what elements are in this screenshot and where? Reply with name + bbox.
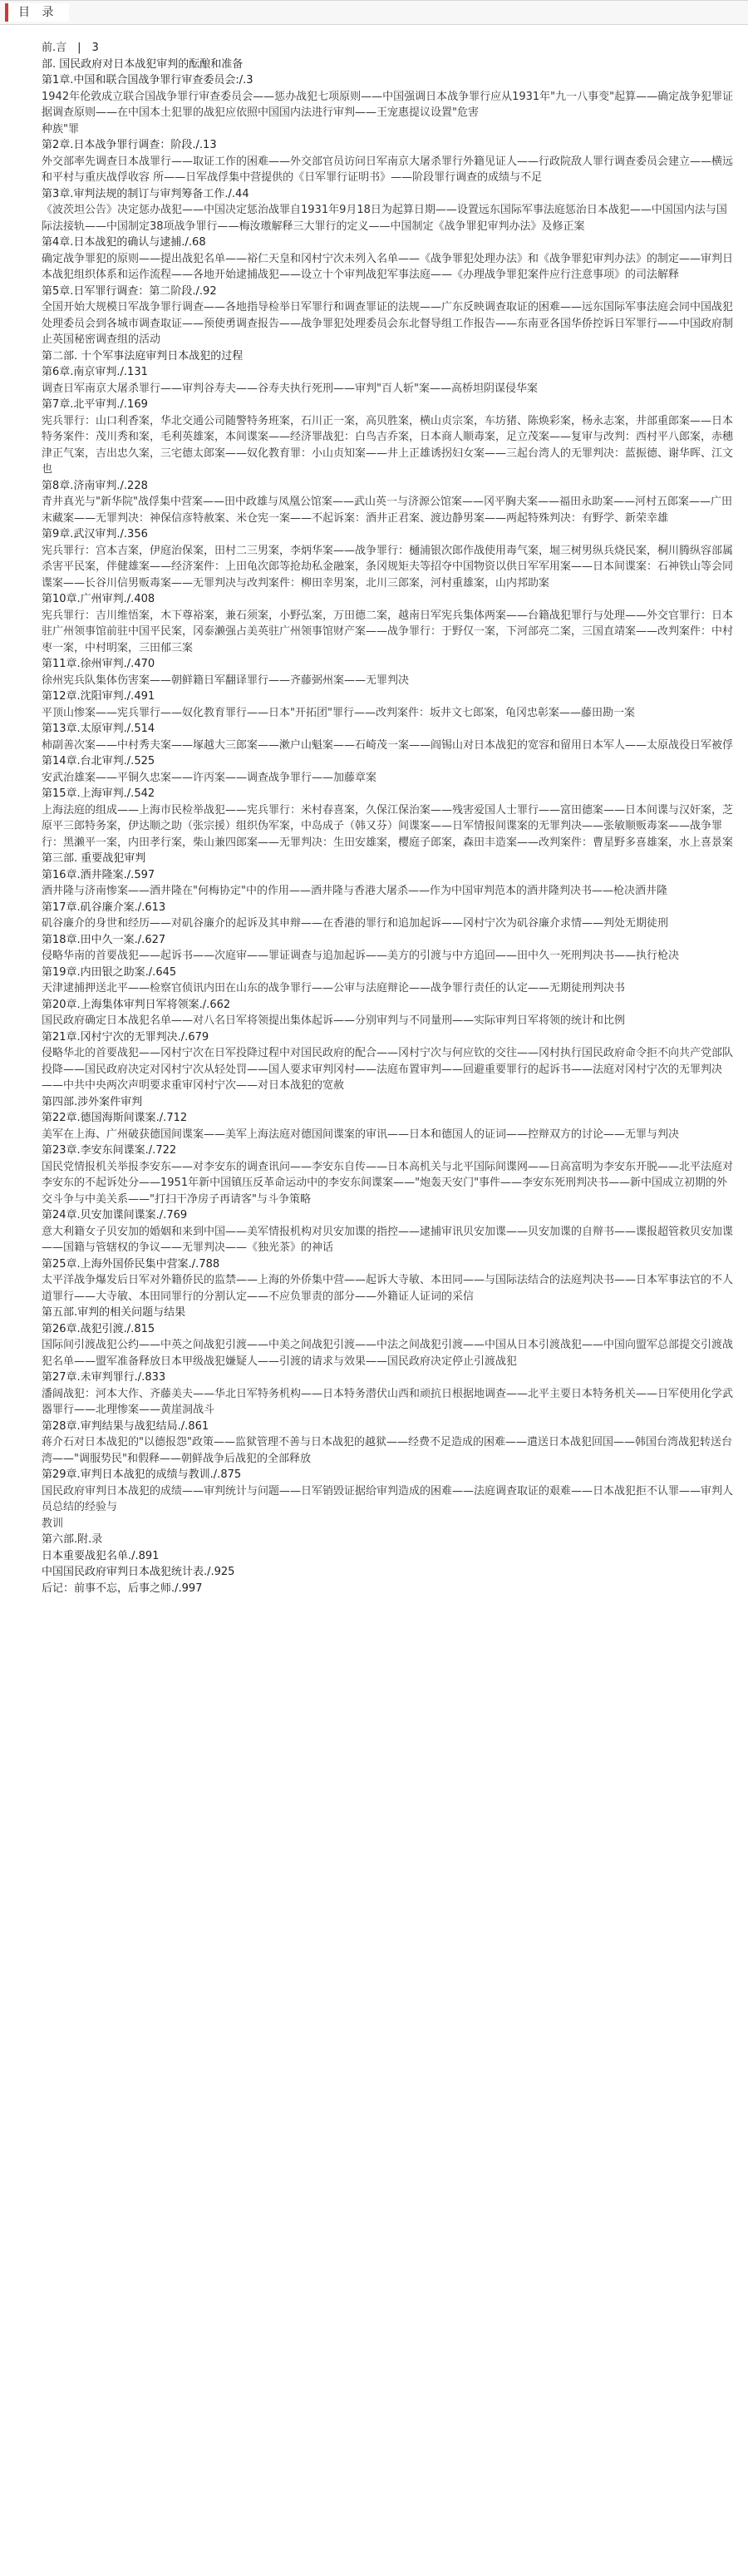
toc-chapter-entry[interactable]: 第26章.战犯引渡./.815 (42, 1322, 155, 1335)
toc-chapter-entry[interactable]: 第23章.李安东间谍案./.722 (42, 1144, 177, 1157)
toc-chapter-entry[interactable]: 第8章.济南审判./.228 (42, 479, 148, 492)
toc-detail-line: 国民政府确定日本战犯名单——对八名日军将领提出集体起诉——分别审判与不同量刑——实际审判日军将领的统计和比例 (42, 1014, 626, 1027)
toc-chapter-entry[interactable]: 第4章.日本战犯的确认与逮捕./.68 (42, 236, 206, 249)
toc-part-heading[interactable]: 第五部.审判的相关问题与结果 (42, 1306, 186, 1319)
toc-detail-line: 太平洋战争爆发后日军对外籍侨民的监禁——上海的外侨集中营——起诉大寺敏、本田同——与国际法结合的法庭判决书——日本军事法官的不人道罪行——大寺敏、本田同罪行的分割认定——不应负罪责的部分——外籍证人证词的采信 (42, 1274, 734, 1303)
toc-chapter-entry[interactable]: 第1章.中国和联合国战争罪行审查委员会:/.3 (42, 74, 253, 86)
toc-header-title: 目 录 (5, 3, 69, 22)
toc-detail-line: 徐州宪兵队集体伤害案——朝鲜籍日军翻译罪行——齐藤弼州案——无罪判决 (42, 674, 410, 687)
toc-header-bar (0, 0, 748, 25)
toc-detail-line: 国际间引渡战犯公约——中英之间战犯引渡——中美之间战犯引渡——中法之间战犯引渡——中国从日本引渡战犯——中国向盟军总部提交引渡战犯名单——盟军准备释放日本甲级战犯嫌疑人——引渡的请求与效果——国民政府决定停止引渡战犯 (42, 1339, 734, 1368)
toc-detail-line: 国民政府审判日本战犯的成绩——审判统计与问题——日军销毁证据给审判造成的困难——法庭调查取证的艰难——日本战犯拒不认罪——审判人员总结的经验与 (42, 1484, 734, 1513)
toc-chapter-entry[interactable]: 第12章.沈阳审判./.491 (42, 690, 155, 703)
toc-detail-line: 柿副善次案——中村秀夫案——塚越大三郎案——漱户山魁案——石崎茂一案——阎锡山对日本战犯的宽容和留用日本军人——太原战役日军被俘 (42, 738, 734, 752)
toc-detail-line: 侵略华南的首要战犯——起诉书——次庭审——罪证调查与追加起诉——美方的引渡与中方追回——田中久一死刑判决书——执行枪决 (42, 950, 680, 962)
toc-chapter-entry[interactable]: 第6章.南京审判./.131 (42, 366, 148, 378)
toc-detail-line: 安武治雄案——平铜久忠案——许丙案——调查战争罪行——加藤章案 (42, 771, 377, 784)
toc-chapter-entry[interactable]: 第2章.日本战争罪行调查：阶段./.13 (42, 139, 217, 151)
toc-detail-line: 1942年伦敦成立联合国战争罪行审查委员会——惩办战犯七项原则——中国强调日本战争罪行应从1931年"九一八事变"起算——确定战争犯罪证据调查原则——在中国本土犯罪的战犯应依照中国国内法进行审判——王宠惠提议设置"危害 (42, 90, 734, 119)
toc-part-heading[interactable]: 第二部. 十个军事法庭审判日本战犯的过程 (42, 349, 244, 363)
toc-chapter-entry[interactable]: 前.言 | 3 (42, 42, 99, 54)
toc-chapter-entry[interactable]: 第13章.太原审判./.514 (42, 723, 155, 735)
toc-detail-line: 教训 (42, 1517, 64, 1530)
toc-part-heading[interactable]: 部. 国民政府对日本战犯审判的酝酿和准备 (42, 57, 244, 71)
toc-chapter-entry[interactable]: 第11章.徐州审判./.470 (42, 658, 155, 670)
toc-detail-line: 种族"罪 (42, 122, 79, 136)
toc-detail-line: 《波茨坦公告》决定惩办战犯——中国决定惩治战罪自1931年9月18日为起算日期——设置远东国际军事法庭惩治日本战犯——中国国内法与国际法接轨——中国制定38项战争罪行——梅汝璈解释三大罪行的定义——中国制定《战争罪犯审判办法》及修正案 (42, 204, 727, 233)
toc-detail-line: 蒋介石对日本战犯的"以德报怨"政策——监狱管理不善与日本战犯的越狱——经费不足造成的困难——遣送日本战犯回国——韩国台湾战犯转送台湾——"调服势民"和假释——朝鲜战争后战犯的全部释放 (42, 1436, 732, 1465)
toc-chapter-entry[interactable]: 第19章.内田银之助案./.645 (42, 965, 177, 979)
toc-chapter-entry[interactable]: 第29章.审判日本战犯的成绩与教训./.875 (42, 1468, 242, 1481)
toc-detail-line: 上海法庭的组成——上海市民检举战犯——宪兵罪行：米村春喜案，久保江保治案——残害爱国人士罪行——富田德案——日本间谍与汉奸案，芝原平三郎特务案，伊达顺之助（张宗援）组织伪军案，中岛成子（韩又芬）间谍案——日军情报间谍案的无罪判决——张敏顺贩毒案——战争罪行：黑濑平一案，内田孝行案，柴山兼四郎案——无罪判决：生田安雄案，樱庭子郎案，森田丰造案——改判案件：曹星野多喜雄案，水上喜景案 (42, 803, 734, 849)
toc-detail-line: 青井真光与"新华院"战俘集中营案——田中政雄与凤凰公馆案——武山英一与济源公馆案——冈平胸夫案——福田永助案——河村五郎案——广田末藏案——无罪判决：神保信彦特赦案、米仓宪一案——不起诉案：酒井正君案、渡边静男案——两起特殊判决：有野学、新荣幸雄 (42, 496, 732, 525)
toc-chapter-entry[interactable]: 第28章.审判结果与战犯结局./.861 (42, 1419, 209, 1433)
toc-detail-line: 天津逮捕押送北平——检察官侦讯内田在山东的战争罪行——公审与法庭辩论——战争罪行责任的认定——无期徒刑判决书 (42, 982, 626, 994)
toc-part-heading[interactable]: 第六部.附.录 (42, 1533, 103, 1546)
toc-chapter-entry[interactable]: 第18章.田中久一案./.627 (42, 933, 166, 946)
toc-chapter-entry[interactable]: 日本重要战犯名单./.891 (42, 1549, 160, 1562)
toc-detail-line: 侵略华北的首要战犯——冈村宁次在日军投降过程中对国民政府的配合——冈村宁次与何应钦的交往——冈村执行国民政府命令拒不向共产党部队投降——国民政府决定对冈村宁次从轻处罚——国人要求审判冈村——法庭布置审判——回避重要罪行的起诉书——法庭对冈村宁次的无罪判决——中共中央两次声明要求重审冈村宁次——对日本战犯的宽赦 (42, 1047, 734, 1092)
toc-detail-line: 宪兵罪行：吉川维悟案，木下尊裕案，兼石须案，小野弘案，万田德二案，越南日军宪兵集体两案——台籍战犯罪行与处理——外交官罪行：日本驻广州领事馆前驻中国平民案，冈泰濑强占美英驻广州领事馆财产案——战争罪行：于野仅一案，下河部亮二案，三国直靖案——改判案件：中村枣一案，中村明案，三田郁三案 (42, 609, 734, 654)
toc-chapter-entry[interactable]: 第9章.武汉审判./.356 (42, 528, 148, 540)
toc-detail-line: 国民党情报机关举报李安东——对李安东的调查讯问——李安东自传——日本高机关与北平国际间谍网——日高富明为李安东开脱——北平法庭对李安东的不起诉处分——1951年新中国镇压反革命运动中的李安东间谍案——"炮轰天安门"事件——李安东死刑判决书——新中国成立初期的外交斗争与中美关系——"打扫干净房子再请客"与斗争策略 (42, 1160, 734, 1206)
toc-part-heading[interactable]: 第四部.涉外案件审判 (42, 1095, 143, 1108)
toc-chapter-entry[interactable]: 第27章.未审判罪行./.833 (42, 1371, 166, 1384)
toc-chapter-entry[interactable]: 第5章.日军罪行调查：第二阶段./.92 (42, 284, 217, 298)
toc-chapter-entry[interactable]: 第3章.审判法规的制订与审判筹备工作./.44 (42, 187, 249, 200)
toc-chapter-entry[interactable]: 中国国民政府审判日本战犯统计表./.925 (42, 1566, 235, 1578)
toc-detail-line: 平顶山惨案——宪兵罪行——奴化教育罪行——日本"开拓团"罪行——改判案件：坂井文七郎案，龟冈忠彰案——藤田勘一案 (42, 706, 635, 719)
toc-chapter-entry[interactable]: 第10章.广州审判./.408 (42, 593, 155, 605)
toc-detail-line: 意大利籍女子贝安加的婚姻和来到中国——美军情报机构对贝安加谍的指控——逮捕审讯贝安加谍——贝安加谍的自辩书——谍报超管救贝安加谍——国籍与管辖权的争议——无罪判决——《独光茶》的神话 (42, 1225, 734, 1254)
toc-chapter-entry[interactable]: 第20章.上海集体审判日军将领案./.662 (42, 998, 231, 1011)
toc-chapter-entry[interactable]: 第7章.北平审判./.169 (42, 398, 148, 411)
toc-chapter-entry[interactable]: 第14章.台北审判./.525 (42, 755, 155, 767)
toc-part-heading[interactable]: 第三部. 重要战犯审判 (42, 852, 146, 865)
toc-chapter-entry[interactable]: 第17章.矶谷廉介案./.613 (42, 901, 166, 914)
toc-chapter-entry[interactable]: 第16章.酒井隆案./.597 (42, 868, 155, 881)
toc-chapter-entry[interactable]: 第15章.上海审判./.542 (42, 787, 155, 800)
toc-chapter-entry[interactable]: 第24章.贝安加谍间谍案./.769 (42, 1209, 188, 1221)
toc-chapter-entry[interactable]: 后记：前事不忘，后事之师./.997 (42, 1582, 203, 1595)
toc-detail-line: 潘阔战犯：河本大作、齐藤美夫——华北日军特务机构——日本特务潜伏山西和顽抗日根据地调查——北平主要日本特务机关——日军使用化学武器罪行——北理惨案——黄崖洞战斗 (42, 1387, 734, 1416)
toc-detail-line: 外交部率先调查日本战罪行——取证工作的困难——外交部官员访问日军南京大屠杀罪行外籍见证人——行政院敌人罪行调查委员会建立——横远和平村与重庆战俘收容 所——日军战俘集中营提供的《日军罪行证明书》——阶段罪行调查的成绩与不足 (42, 155, 734, 184)
toc-chapter-entry[interactable]: 第22章.德国海斯间谍案./.712 (42, 1112, 188, 1124)
toc-chapter-entry[interactable]: 第25章.上海外国侨民集中营案./.788 (42, 1257, 220, 1271)
toc-detail-line: 全国开始大规模日军战争罪行调查——各地指导检举日军罪行和调查罪证的法规——广东反映调查取证的困难——远东国际军事法庭会同中国战犯处理委员会到各城市调查取证——预使勇调查报告——战争罪犯处理委员会东北督导组工作报告——东南亚各国华侨控诉日军罪行——中国政府制止英国秘密调查组的活动 (42, 301, 734, 346)
toc-detail-line: 矶谷廉介的身世和经历——对矶谷廉介的起诉及其申辩——在香港的罪行和追加起诉——冈村宁次为矶谷廉介求情——判处无期徒刑 (42, 917, 669, 930)
toc-list (0, 25, 748, 1596)
toc-chapter-entry[interactable]: 第21章.冈村宁次的无罪判决./.679 (42, 1030, 209, 1044)
toc-detail-line: 酒井隆与济南惨案——酒井隆在"何梅协定"中的作用——酒井隆与香港大屠杀——作为中国审判范本的酒井隆判决书——枪决酒井隆 (42, 885, 667, 897)
toc-detail-line: 调查日军南京大屠杀罪行——审判谷寿夫——谷寿夫执行死刑——审判"百人斩"案——高桥坦阴谋侵华案 (42, 382, 538, 395)
toc-detail-line: 宪兵罪行：宫本吉案，伊庭治保案，田村二三男案，李炳华案——战争罪行：樋浦银次郎作战使用毒气案，堀三树男纵兵烧民案，桐川腾纵容部属杀害平民案，伴健雄案——经济案件：上田龟次郎等抢劫私金融案，条冈规矩夫等招夺中国物资以供日军军用案——日本间谍案：石神铁山等会同谍案——长谷川信男贩毒案——无罪判决与改判案件：柳田幸男案，北川三郎案，河村重雄案，山内邦助案 (42, 544, 734, 590)
toc-detail-line: 确定战争罪犯的原则——提出战犯名单——裕仁天皇和冈村宁次未列入名单——《战争罪犯处理办法》和《战争罪犯审判办法》的制定——审判日本战犯组织体系和运作流程——各地开始逮捕战犯——设立十个审判战犯军事法庭——《办理战争罪犯案件应行注意事项》的司法解释 (42, 252, 734, 281)
toc-detail-line: 宪兵罪行：山口利香案，华北交通公司随警特务班案，石川正一案，高贝胜案，横山贞宗案，车坊猪、陈焕彩案，杨永志案，井部重郎案——日本特务案件：茂川秀和案，毛利英雄案，本间谍案——经济罪战犯：白鸟吉乔案，日本商人顺毒案，足立茂案——复审与改判：西村平八郎案，赤穗津正气案，吉出忠久案，三宅德太郎案——奴化教育罪：小山贞知案——井上正雄诱拐妇女案——三起台湾人的无罪判决：蓝振德、谢华晖、江文也 (42, 414, 734, 476)
toc-detail-line: 美军在上海、广州破获德国间谍案——美军上海法庭对德国间谍案的审讯——日本和德国人的证词——控辩双方的讨论——无罪与判决 (42, 1128, 680, 1141)
